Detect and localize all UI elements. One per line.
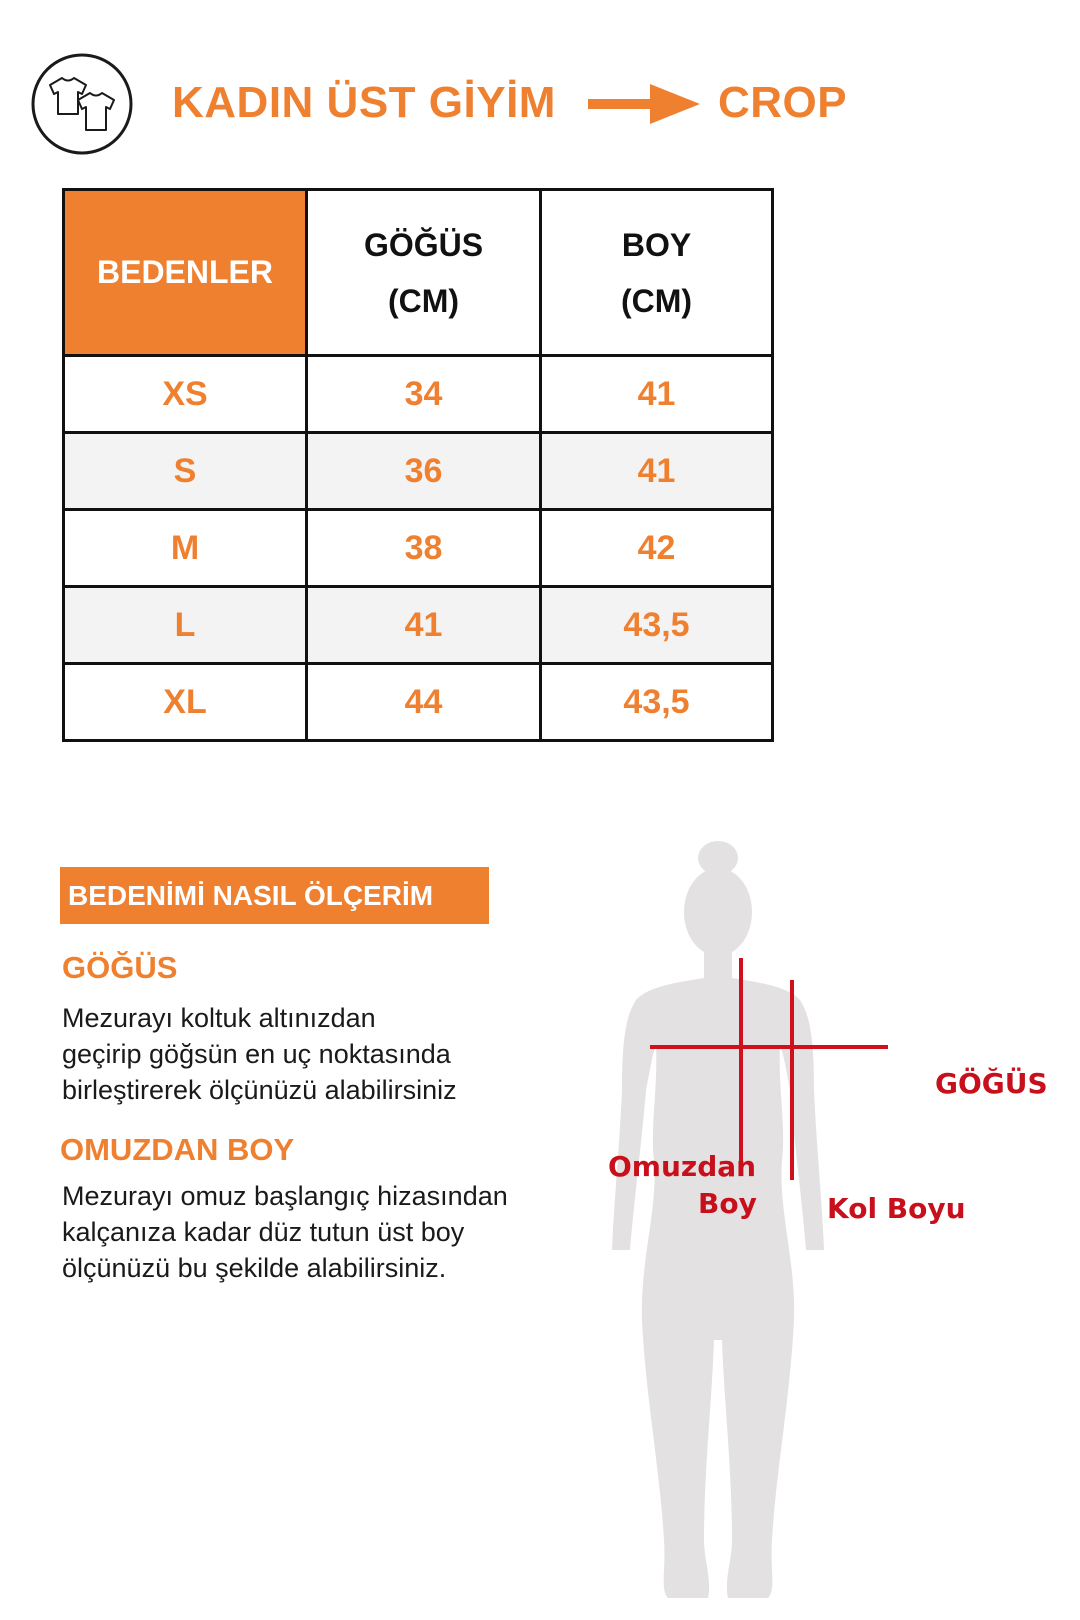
size-cell: S [64,433,307,510]
size-cell: L [64,587,307,664]
t-shirt-pair-icon [30,52,134,156]
shoulder-length-section-text: Mezurayı omuz başlangıç hizasından kalçanıza kadar düz tutun üst boy ölçünüzü bu şekilde alabilirsiniz. [62,1181,508,1283]
table-row [64,510,773,587]
product-type-title: CROP [718,78,848,127]
header-length: BOY (CM) [541,190,773,356]
sleeve-length-label: Kol Boyu [827,1192,966,1225]
table-row [64,664,773,741]
table-row [64,356,773,433]
length-cell: 41 [541,433,773,510]
table-row [64,587,773,664]
table-header-row [64,190,773,356]
shoulder-length-label-line2: Boy [698,1187,757,1220]
size-cell: XL [64,664,307,741]
length-cell: 41 [541,356,773,433]
chest-cell: 34 [307,356,541,433]
body-silhouette-illustration [600,840,1080,1610]
shoulder-length-section-title: OMUZDAN BOY [60,1132,295,1167]
chest-cell: 41 [307,587,541,664]
chest-section-title: GÖĞÜS [62,950,178,985]
header-sizes: BEDENLER [64,190,307,356]
arrow-right-icon [588,82,708,126]
length-cell: 43,5 [541,587,773,664]
chest-cell: 38 [307,510,541,587]
chest-cell: 36 [307,433,541,510]
length-cell: 43,5 [541,664,773,741]
size-cell: XS [64,356,307,433]
chest-measure-label: GÖĞÜS [935,1067,1048,1100]
how-to-measure-title: BEDENİMİ NASIL ÖLÇERİM [60,867,489,924]
length-cell: 42 [541,510,773,587]
body-silhouette-figure [600,840,1080,1610]
header-chest: GÖĞÜS (CM) [307,190,541,356]
chest-section-text: Mezurayı koltuk altınızdan geçirip göğsün en uç noktasında birleştirerek ölçünüzü alabilirsiniz [62,1003,457,1105]
chest-cell: 44 [307,664,541,741]
size-table [62,188,774,742]
category-title: KADIN ÜST GİYİM [172,78,556,127]
table-row [64,433,773,510]
shoulder-length-label-line1: Omuzdan [608,1150,757,1183]
size-cell: M [64,510,307,587]
